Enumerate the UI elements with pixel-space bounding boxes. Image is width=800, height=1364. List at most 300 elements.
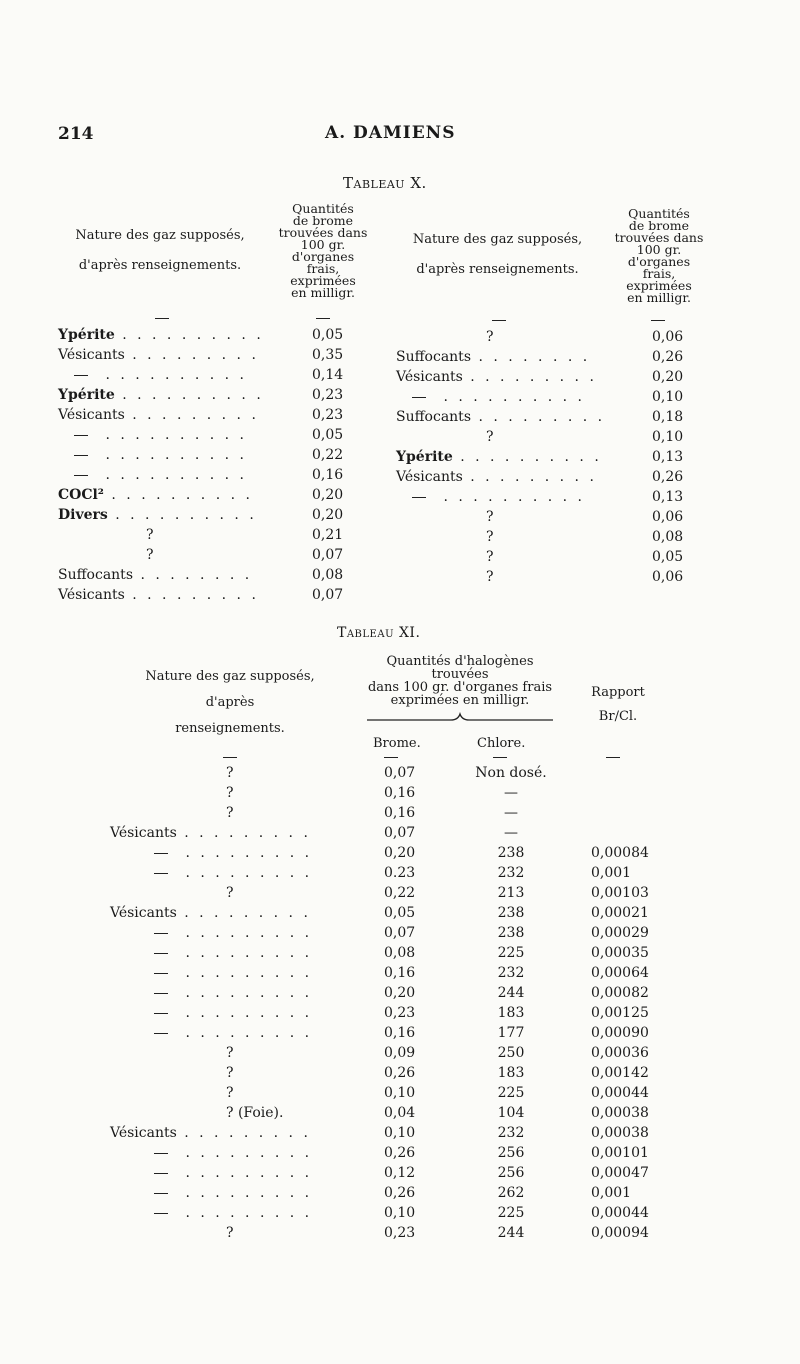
brome-value: 0,10: [384, 1125, 416, 1141]
row-label: [110, 1143, 312, 1163]
table-row: [110, 923, 710, 943]
dash-mark: [154, 933, 168, 934]
leader-dots: . . . . . . . . .: [462, 369, 597, 385]
ratio-value: 0,00125: [591, 1005, 649, 1021]
leader-dots: . . . . . . . . .: [178, 1145, 313, 1161]
table-row: [110, 803, 710, 823]
table-row: [110, 943, 710, 963]
label-text: Suffocants: [396, 409, 471, 425]
dash-mark: [154, 1173, 168, 1174]
dash-mark: [154, 973, 168, 974]
dash-mark: [412, 397, 426, 398]
chlore-value: 225: [497, 945, 525, 961]
brome-value: 0,16: [384, 1025, 416, 1041]
brome-value: 0,16: [384, 805, 416, 821]
dash-mark: [154, 1033, 168, 1034]
row-label: [396, 547, 494, 567]
leader-dots: . . . . . . . . .: [176, 825, 311, 841]
table-xi-header-qty: Quantités d'halogènes trouvées dans 100 gr. d'organes frais exprimées en milligr.: [367, 654, 553, 708]
table-row: [58, 445, 358, 465]
leader-dots: . . . . . . . . . .: [436, 389, 586, 405]
row-label: [110, 1023, 312, 1043]
table-row: [110, 863, 710, 883]
table-row: [396, 527, 696, 547]
table-row: [396, 367, 696, 387]
row-value: 0,10: [652, 389, 684, 405]
label-text: ?: [226, 1225, 234, 1241]
row-value: 0,23: [312, 387, 344, 403]
ratio-value: 0,00082: [591, 985, 649, 1001]
table-xi-rule-3: [493, 757, 507, 758]
row-label: [110, 1223, 234, 1243]
leader-dots: . . . . . . . . .: [176, 905, 311, 921]
table-row: [396, 447, 696, 467]
dash-mark: [154, 1193, 168, 1194]
table-xi-title: Tableau XI.: [337, 625, 421, 641]
row-label: [58, 365, 247, 385]
ratio-value: 0,00035: [591, 945, 649, 961]
dash-mark: [412, 497, 426, 498]
row-label: [58, 385, 264, 405]
row-label: [396, 387, 585, 407]
table-row: [110, 1083, 710, 1103]
chlore-value: 183: [497, 1005, 525, 1021]
running-head: A. DAMIENS: [325, 123, 456, 143]
table-x-right-rule-2: [651, 320, 665, 321]
table-x-right-header-qty: Quantités de brome trouvées dans 100 gr. d'organes frais, exprimées en milligr.: [614, 206, 704, 305]
table-xi-rule-2: [384, 757, 398, 758]
table-row: [58, 405, 358, 425]
table-row: [58, 585, 358, 605]
row-value: 0,06: [652, 329, 684, 345]
leader-dots: . . . . . . . . .: [178, 1005, 313, 1021]
table-row: [110, 763, 710, 783]
dash-mark: [74, 435, 88, 436]
row-value: 0,13: [652, 449, 684, 465]
row-value: 0,10: [652, 429, 684, 445]
table-row: [110, 843, 710, 863]
table-row: [110, 1123, 710, 1143]
row-label: [58, 465, 247, 485]
row-label: [58, 505, 257, 525]
leader-dots: . . . . . . . . . .: [98, 427, 248, 443]
leader-dots: . . . . . . . .: [133, 567, 253, 583]
row-value: 0,05: [652, 549, 684, 565]
table-row: [396, 347, 696, 367]
table-row: [110, 1143, 710, 1163]
table-row: [110, 883, 710, 903]
ratio-value: 0,00142: [591, 1065, 649, 1081]
row-value: 0,18: [652, 409, 684, 425]
row-label: [110, 863, 312, 883]
label-text: Vésicants: [110, 1125, 177, 1141]
label-text: ?: [486, 429, 494, 445]
table-row: [110, 963, 710, 983]
leader-dots: . . . . . . . . .: [178, 865, 313, 881]
table-row: [110, 983, 710, 1003]
chlore-value: 183: [497, 1065, 525, 1081]
table-x-right-rule-1: [492, 320, 506, 321]
table-row: [110, 1223, 710, 1243]
table-row: [58, 545, 358, 565]
table-row: [110, 1103, 710, 1123]
leader-dots: . . . . . . . . . .: [436, 489, 586, 505]
row-value: 0,35: [312, 347, 344, 363]
brome-value: 0,26: [384, 1065, 416, 1081]
table-row: [58, 485, 358, 505]
table-row: [58, 385, 358, 405]
label-text: Ypérite: [58, 387, 115, 403]
table-row: [110, 1203, 710, 1223]
leader-dots: . . . . . . . . .: [178, 925, 313, 941]
table-x-right-body: [396, 327, 696, 587]
label-text: ?: [226, 805, 234, 821]
leader-dots: . . . . . . . .: [471, 349, 591, 365]
row-label: [110, 1183, 312, 1203]
label-text: Suffocants: [396, 349, 471, 365]
row-label: [110, 1163, 312, 1183]
table-row: [110, 1023, 710, 1043]
row-label: [396, 567, 494, 587]
page-number: 214: [58, 124, 94, 144]
leader-dots: . . . . . . . . .: [124, 407, 259, 423]
row-label: [396, 367, 597, 387]
row-value: 0,08: [312, 567, 344, 583]
row-label: [58, 585, 259, 605]
row-label: [110, 1123, 311, 1143]
table-xi-header-nature: Nature des gaz supposés, d'après renseignements.: [145, 669, 315, 736]
label-text: Vésicants: [396, 469, 463, 485]
brome-value: 0,08: [384, 945, 416, 961]
table-row: [110, 1003, 710, 1023]
table-xi-rule-1: [223, 757, 237, 758]
row-label: [110, 803, 234, 823]
chlore-value: 232: [497, 1125, 525, 1141]
brome-value: 0,22: [384, 885, 416, 901]
label-text: ?: [226, 1085, 234, 1101]
ratio-value: 0,00090: [591, 1025, 649, 1041]
table-xi-header-ratio: Rapport Br/Cl.: [591, 685, 645, 724]
chlore-value: Non dosé.: [475, 765, 547, 781]
table-row: [110, 903, 710, 923]
row-value: 0,05: [312, 427, 344, 443]
table-row: [110, 783, 710, 803]
table-row: [58, 525, 358, 545]
leader-dots: . . . . . . . . . .: [98, 467, 248, 483]
ratio-value: 0,00101: [591, 1145, 649, 1161]
table-row: [110, 1063, 710, 1083]
row-label: [58, 565, 252, 585]
brome-value: 0,26: [384, 1145, 416, 1161]
leader-dots: . . . . . . . . .: [176, 1125, 311, 1141]
label-text: ?: [226, 1045, 234, 1061]
table-row: [58, 345, 358, 365]
row-label: [110, 1203, 312, 1223]
chlore-value: 250: [497, 1045, 525, 1061]
leader-dots: . . . . . . . . .: [178, 1165, 313, 1181]
row-value: 0,16: [312, 467, 344, 483]
leader-dots: . . . . . . . . . .: [114, 327, 264, 343]
chlore-value: —: [504, 825, 518, 841]
chlore-value: 225: [497, 1085, 525, 1101]
table-x-left-body: [58, 325, 358, 605]
row-label: [110, 1083, 234, 1103]
label-text: ?: [486, 569, 494, 585]
label-text: COCl²: [58, 487, 104, 503]
chlore-value: 177: [497, 1025, 525, 1041]
table-row: [58, 425, 358, 445]
ratio-value: 0,00084: [591, 845, 649, 861]
table-row: [396, 547, 696, 567]
row-label: [110, 883, 234, 903]
brome-value: 0,23: [384, 1225, 416, 1241]
row-value: 0,20: [652, 369, 684, 385]
chlore-value: —: [504, 805, 518, 821]
row-label: [110, 1103, 283, 1123]
dash-mark: [154, 953, 168, 954]
row-label: [58, 445, 247, 465]
row-label: [58, 485, 253, 505]
row-value: 0,21: [312, 527, 344, 543]
row-label: [396, 427, 494, 447]
leader-dots: . . . . . . . . .: [178, 945, 313, 961]
chlore-value: 238: [497, 925, 525, 941]
row-value: 0,07: [312, 547, 344, 563]
leader-dots: . . . . . . . . .: [124, 347, 259, 363]
row-label: [110, 823, 311, 843]
row-label: [396, 487, 585, 507]
table-row: [396, 327, 696, 347]
label-text: ?: [226, 765, 234, 781]
chlore-value: 238: [497, 845, 525, 861]
chlore-value: —: [504, 785, 518, 801]
leader-dots: . . . . . . . . .: [471, 409, 606, 425]
leader-dots: . . . . . . . . .: [178, 1185, 313, 1201]
row-label: [396, 507, 494, 527]
leader-dots: . . . . . . . . . .: [107, 507, 257, 523]
table-xi-header-brome: Brome.: [373, 736, 421, 751]
label-text: ?: [226, 1065, 234, 1081]
leader-dots: . . . . . . . . .: [178, 985, 313, 1001]
ratio-value: 0,00036: [591, 1045, 649, 1061]
label-text: ?: [486, 329, 494, 345]
table-row: [58, 325, 358, 345]
label-text: ?: [226, 885, 234, 901]
label-text: ?: [226, 785, 234, 801]
dash-mark: [154, 1153, 168, 1154]
brome-value: 0,20: [384, 845, 416, 861]
table-row: [396, 467, 696, 487]
leader-dots: . . . . . . . . .: [178, 1025, 313, 1041]
ratio-value: 0,00021: [591, 905, 649, 921]
row-value: 0,14: [312, 367, 344, 383]
label-text: ?: [486, 529, 494, 545]
label-text: ?: [146, 547, 154, 563]
label-text: Suffocants: [58, 567, 133, 583]
label-text: ?: [146, 527, 154, 543]
dash-mark: [154, 1013, 168, 1014]
table-row: [396, 567, 696, 587]
ratio-value: 0,00047: [591, 1165, 649, 1181]
brome-value: 0,16: [384, 965, 416, 981]
leader-dots: . . . . . . . . .: [178, 1205, 313, 1221]
chlore-value: 256: [497, 1145, 525, 1161]
brome-value: 0,09: [384, 1045, 416, 1061]
brome-value: 0,16: [384, 785, 416, 801]
table-x-left-rule-1: [155, 318, 169, 319]
leader-dots: . . . . . . . . . .: [103, 487, 253, 503]
chlore-value: 213: [497, 885, 525, 901]
row-label: [58, 405, 259, 425]
label-text: Vésicants: [110, 825, 177, 841]
table-row: [58, 465, 358, 485]
label-text: Vésicants: [58, 407, 125, 423]
dash-mark: [154, 853, 168, 854]
row-value: 0,26: [652, 469, 684, 485]
table-row: [396, 407, 696, 427]
row-label: [58, 425, 247, 445]
dash-mark: [154, 1213, 168, 1214]
label-text: Divers: [58, 507, 108, 523]
chlore-value: 225: [497, 1205, 525, 1221]
table-x-left-rule-2: [316, 318, 330, 319]
row-value: 0,06: [652, 509, 684, 525]
table-row: [396, 487, 696, 507]
ratio-value: 0,00044: [591, 1085, 649, 1101]
row-label: [396, 347, 590, 367]
label-text: Ypérite: [58, 327, 115, 343]
table-x-left-header-qty: Quantités de brome trouvées dans 100 gr. d'organes frais, exprimées en milligr.: [278, 201, 368, 300]
leader-dots: . . . . . . . . . .: [98, 367, 248, 383]
row-value: 0,22: [312, 447, 344, 463]
table-row: [396, 507, 696, 527]
label-text: Vésicants: [396, 369, 463, 385]
dash-mark: [74, 375, 88, 376]
row-label: [110, 923, 312, 943]
ratio-value: 0,00103: [591, 885, 649, 901]
row-label: [58, 345, 259, 365]
table-xi-header-chlore: Chlore.: [477, 736, 526, 751]
dash-mark: [154, 993, 168, 994]
brome-value: 0,07: [384, 765, 416, 781]
table-xi-rule-4: [606, 757, 620, 758]
table-x-left-header-nature: Nature des gaz supposés, d'après renseignements.: [75, 228, 245, 273]
brome-value: 0,07: [384, 825, 416, 841]
row-value: 0,13: [652, 489, 684, 505]
leader-dots: . . . . . . . . .: [462, 469, 597, 485]
brome-value: 0,10: [384, 1205, 416, 1221]
chlore-value: 244: [497, 985, 525, 1001]
row-label: [58, 545, 154, 565]
row-label: [110, 983, 312, 1003]
label-text: Vésicants: [110, 905, 177, 921]
leader-dots: . . . . . . . . . .: [98, 447, 248, 463]
row-label: [396, 447, 602, 467]
row-value: 0,07: [312, 587, 344, 603]
dash-mark: [74, 475, 88, 476]
row-label: [396, 527, 494, 547]
chlore-value: 232: [497, 865, 525, 881]
ratio-value: 0,00044: [591, 1205, 649, 1221]
table-row: [58, 365, 358, 385]
brome-value: 0,07: [384, 925, 416, 941]
ratio-value: 0,001: [591, 1185, 632, 1201]
ratio-value: 0,00094: [591, 1225, 649, 1241]
label-text: Vésicants: [58, 587, 125, 603]
row-value: 0,06: [652, 569, 684, 585]
label-text: Vésicants: [58, 347, 125, 363]
row-label: [396, 407, 605, 427]
label-text: Ypérite: [396, 449, 453, 465]
brome-value: 0,23: [384, 1005, 416, 1021]
row-label: [396, 467, 597, 487]
chlore-value: 256: [497, 1165, 525, 1181]
table-x-title: Tableau X.: [343, 174, 427, 192]
leader-dots: . . . . . . . . .: [124, 587, 259, 603]
chlore-value: 104: [497, 1105, 525, 1121]
row-label: [110, 763, 234, 783]
ratio-value: 0,00038: [591, 1105, 649, 1121]
ratio-value: 0,00038: [591, 1125, 649, 1141]
table-row: [110, 1183, 710, 1203]
ratio-value: 0,001: [591, 865, 632, 881]
row-label: [58, 325, 264, 345]
leader-dots: . . . . . . . . .: [178, 965, 313, 981]
leader-dots: . . . . . . . . . .: [452, 449, 602, 465]
table-xi-body: [110, 763, 710, 1243]
row-value: 0,26: [652, 349, 684, 365]
row-label: [110, 1063, 234, 1083]
table-x-right-header-nature: Nature des gaz supposés, d'après renseignements.: [412, 232, 583, 277]
row-label: [396, 327, 494, 347]
table-xi-brace: [365, 712, 555, 726]
table-row: [396, 427, 696, 447]
row-label: [110, 1003, 312, 1023]
table-row: [110, 1163, 710, 1183]
ratio-value: 0,00029: [591, 925, 649, 941]
table-row: [110, 1043, 710, 1063]
row-label: [110, 783, 234, 803]
chlore-value: 262: [497, 1185, 525, 1201]
brome-value: 0,04: [384, 1105, 416, 1121]
table-row: [110, 823, 710, 843]
label-text: ?: [486, 509, 494, 525]
row-label: [110, 943, 312, 963]
brome-value: 0,12: [384, 1165, 416, 1181]
dash-mark: [154, 873, 168, 874]
label-text: ? (Foie).: [226, 1105, 284, 1121]
table-row: [396, 387, 696, 407]
chlore-value: 232: [497, 965, 525, 981]
brome-value: 0,20: [384, 985, 416, 1001]
table-row: [58, 505, 358, 525]
row-value: 0,20: [312, 507, 344, 523]
label-text: ?: [486, 549, 494, 565]
row-value: 0,08: [652, 529, 684, 545]
chlore-value: 244: [497, 1225, 525, 1241]
dash-mark: [74, 455, 88, 456]
row-label: [110, 843, 312, 863]
row-value: 0,23: [312, 407, 344, 423]
brome-value: 0,26: [384, 1185, 416, 1201]
row-label: [110, 1043, 234, 1063]
row-value: 0,20: [312, 487, 344, 503]
row-label: [110, 903, 311, 923]
leader-dots: . . . . . . . . .: [178, 845, 313, 861]
row-value: 0,05: [312, 327, 344, 343]
brome-value: 0,10: [384, 1085, 416, 1101]
leader-dots: . . . . . . . . . .: [114, 387, 264, 403]
